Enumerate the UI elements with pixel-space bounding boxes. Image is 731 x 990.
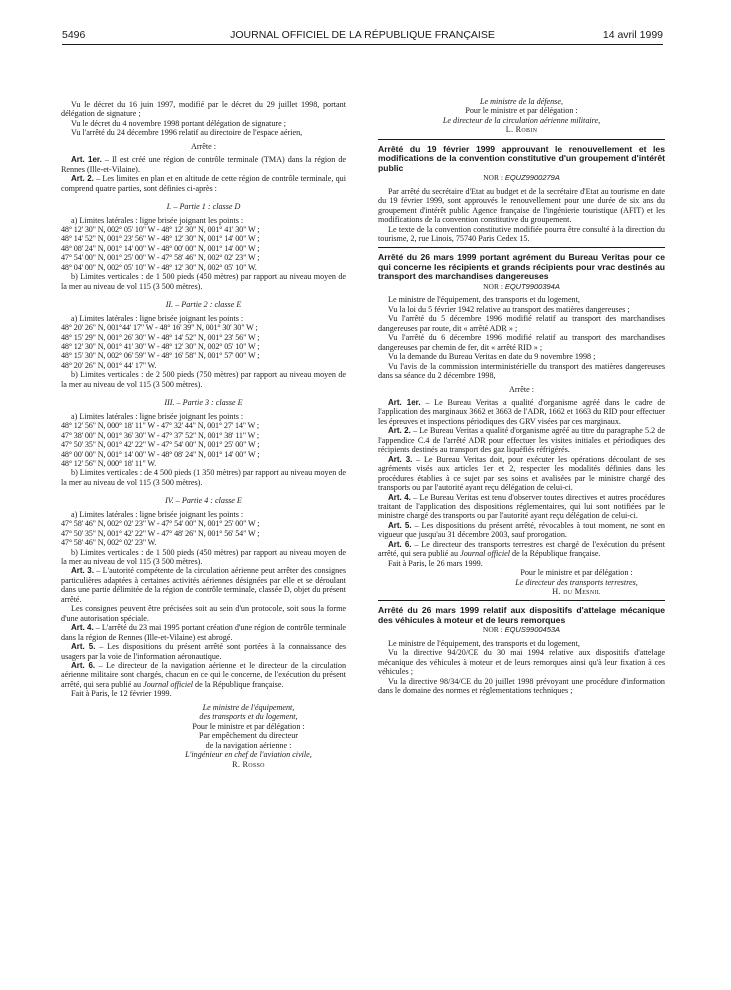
article-label: Art. 2. [388, 426, 411, 436]
signatory-name: H. du Mesnil [552, 587, 601, 597]
body-paragraph: Vu l'arrêté du 5 décembre 1996 modifié relatif au transport des marchandises dangereuses par route, dit « arrêté ADR » ; [378, 314, 665, 333]
signature-block: Le ministre de l'équipement, des transports et du logement, Pour le ministre et par délégation : Par empêchement du directeur de la navigation aérienne : L'ingénieur en chef de l'aviation civile, R. Rosso [61, 703, 346, 769]
article-4: Art. 4. – Le Bureau Veritas est tenu d'observer toutes directives et autres procédures traitant de l'application des dispositions réglementaires, qui lui sont notifiées par le ministre chargé des transports ou par l'autorité ayant reçu délégation de celui-ci. [378, 492, 665, 521]
coordinate-line: 48° 12' 56" N, 000° 18' 11" W - 47° 32' 44" N, 001° 27' 14" W ; [61, 421, 260, 431]
page-header [62, 28, 663, 45]
coordinate-line: 47° 54' 00" N, 001° 25' 00" W - 47° 58' 46" N, 002° 02' 23" W ; [61, 253, 260, 263]
nor-reference: NOR : EQUZ9900279A [483, 173, 560, 183]
article-label: Art. 2. [71, 174, 94, 184]
article-label: Art. 5. [388, 520, 412, 530]
article-5: Art. 5. – Les dispositions du présent arrêté, révocables à tout moment, ne sont en vigueur que jusqu'au 31 décembre 2003, sauf prorogation. [378, 520, 665, 540]
vertical-limits: b) Limites verticales : de 1 500 pieds (450 mètres) par rapport au niveau moyen de la mer au niveau de vol 115 (3 500 mètres). [61, 272, 346, 291]
part-3-title: III. – Partie 3 : classe E [164, 398, 243, 408]
article-label: Art. 6. [71, 661, 96, 671]
nor-reference: NOR : EQUT9900394A [483, 281, 560, 291]
body-paragraph: Le ministre de l'équipement, des transports et du logement, [388, 638, 580, 648]
arrete-heading: Arrête : [190, 141, 217, 151]
done-at-paris: Fait à Paris, le 26 mars 1999. [388, 558, 483, 568]
coordinate-line: 48° 15' 29" N, 001° 26' 30" W - 48° 14' 52" N, 001° 23' 56" W ; [61, 332, 260, 342]
article-2: Art. 2. – Les limites en plan et en altitude de cette région de contrôle terminale, qui comprend quatre parties, sont définies ci-après : [61, 174, 346, 193]
article-2: Art. 2. – Le Bureau Veritas a qualité d'organisme agréé au titre du paragraphe 5.2 de l'appendice C.4 de l'arrêté ADR pour effectuer les visites initiales et périodiques des récipients destinés au transport des gaz liquéfiés réfrigérés. [378, 426, 665, 455]
part-2-title: II. – Partie 2 : classe E [165, 300, 242, 310]
coordinate-line: 48° 00' 00" N, 001° 14' 00" W - 48° 08' 24" N, 001° 14' 00" W ; [61, 449, 260, 459]
article-1: Art. 1er. – Il est créé une région de contrôle terminale (TMA) dans la région de Rennes (Ille-et-Vilaine). [61, 155, 347, 174]
lateral-limits: a) Limites latérales : ligne brisée joignant les points : [71, 411, 244, 421]
coordinate-line: 47° 58' 46" N, 002° 02' 23" W. [61, 538, 157, 548]
left-column [61, 100, 346, 769]
coordinate-line: 48° 20' 26" N, 001°44' 17" W - 48° 16' 39" N, 001° 30' 30" W ; [61, 323, 258, 333]
page-number: 5496 [62, 29, 86, 41]
body-paragraph: Vu la demande du Bureau Veritas en date du 9 novembre 1998 ; [388, 352, 596, 362]
arrete-heading: Arrête : [508, 384, 535, 394]
article-label: Art. 1er. [388, 397, 421, 407]
coordinate-line: 47° 50' 35" N, 001° 42' 22" W - 47° 48' 26" N, 001° 56' 54" W ; [61, 528, 260, 538]
visa-paragraph: Vu le décret du 4 novembre 1998 portant délégation de signature ; [71, 118, 286, 128]
article-3: Art. 3. – L'autorité compétente de la circulation aérienne peut arrêter des consignes particulières adaptées à certaines activités aériennes désignées par elle et se déroulant dans une partie délimitée de la région de contrôle terminale, classée D, objet du présent arrêté. [61, 566, 346, 604]
article-label: Art. 4. [388, 492, 411, 502]
issue-date: 14 avril 1999 [602, 29, 663, 41]
coordinate-line: 48° 12' 56" N, 000° 18' 11" W. [61, 458, 156, 468]
article-6: Art. 6. – Le directeur des transports terrestres est chargé de l'exécution du présent arrêté, qui sera publié au Journal officiel de la République française. [378, 539, 665, 559]
article-label: Art. 5. [71, 642, 96, 652]
coordinate-line: 47° 50' 35" N, 001° 42' 22" W - 47° 54' 00" N, 001° 25' 00" W ; [61, 440, 260, 450]
coordinate-line: 48° 04' 00" N, 002° 05' 10" W - 48° 12' 30" N, 002° 05' 10" W. [61, 262, 257, 272]
body-paragraph: Vu la directive 98/34/CE du 20 juillet 1998 prévoyant une procédure d'information dans le domaine des normes et réglementations techniques ; [378, 676, 665, 696]
body-paragraph: Le ministre de l'équipement, des transports et du logement, [388, 295, 580, 305]
body-paragraph: Vu l'arrêté du 6 décembre 1996 modifié relatif au transport des marchandises dangereuses par chemin de fer, dit « arrêté RID » ; [378, 333, 665, 352]
body-paragraph: Vu la loi du 5 février 1942 relative au transport des matières dangereuses ; [388, 304, 630, 314]
coordinate-line: 48° 08' 24" N, 001° 14' 00" W - 48° 00' 00" N, 001° 14' 00" W ; [61, 243, 260, 253]
article-label: Art. 6. [388, 539, 412, 549]
signature-block: Le ministre de la défense, Pour le ministre et par délégation : Le directeur de la circulation aérienne militaire, L. Robin [378, 97, 665, 135]
vertical-limits: b) Limites verticales : de 1 500 pieds (450 mètres) par rapport au niveau moyen de la mer au niveau de vol 115 (3 500 mètres). [61, 547, 346, 567]
nor-reference: NOR : EQUS9900453A [482, 625, 561, 635]
section-divider [378, 600, 665, 601]
coordinate-line: 48° 12' 30" N, 001° 41' 30" W - 48° 12' 30" N, 002° 05' 10" W ; [61, 341, 260, 351]
article-4: Art. 4. – L'arrêté du 23 mai 1995 portant création d'une région de contrôle terminale dans la région de Rennes (Ille-et-Vilaine) est abrogé. [61, 623, 347, 642]
vertical-limits: b) Limites verticales : de 2 500 pieds (750 mètres) par rapport au niveau moyen de la mer au niveau de vol 115 (3 500 mètres). [61, 370, 346, 389]
right-column [378, 97, 665, 696]
article-label: Art. 4. [71, 623, 94, 633]
visa-paragraph: Vu le décret du 16 juin 1997, modifié par le décret du 29 juillet 1998, portant délégation de signature ; [61, 100, 346, 119]
coordinate-line: 47° 58' 46" N, 002° 02' 23" W - 47° 54' 00" N, 001° 25' 00" W ; [61, 519, 260, 529]
article-label: Art. 1er. [71, 155, 102, 165]
arrete-title: Arrêté du 26 mars 1999 relatif aux dispositifs d'attelage mécanique des véhicules à moteur et de leurs remorques [378, 605, 665, 625]
signatory-name: R. Rosso [232, 759, 265, 769]
section-divider [378, 247, 665, 248]
body-paragraph: Vu l'avis de la commission interministérielle du transport des matières dangereuses dans sa séance du 2 décembre 1998, [378, 361, 665, 381]
body-paragraph: Vu la directive 94/20/CE du 30 mai 1994 relative aux dispositifs d'attelage mécanique des véhicules à moteur et de leurs remorques ainsi qu'à leur fixation à ces véhicules ; [378, 648, 665, 677]
signature-block: Pour le ministre et par délégation : Le directeur des transports terrestres, H. du Mesnil [378, 568, 665, 596]
article-1: Art. 1er. – Le Bureau Veritas a qualité d'organisme agréé dans le cadre de l'application des marginaux 3662 et 3663 de l'ADR, 1662 et 1663 du RID pour effectuer les épreuves et inspections périodiques des GRV visées par ces marginaux. [378, 397, 665, 426]
part-4-title: IV. – Partie 4 : classe E [165, 496, 242, 506]
coordinate-line: 48° 15' 30" N, 002° 06' 59" W - 48° 16' 58" N, 001° 57' 00" W ; [61, 351, 260, 361]
arrete-title: Arrêté du 19 février 1999 approuvant le renouvellement et les modifications de la convention constitutive d'un groupement d'intérêt public [378, 143, 665, 173]
article-label: Art. 3. [388, 454, 413, 464]
article-3-continued: Les consignes peuvent être précisées soit au sein d'un protocole, soit sous la forme d'une autorisation spéciale. [61, 604, 346, 623]
body-paragraph: Le texte de la convention constitutive modifiée pourra être consulté à la direction du tourisme, 2, rue Linois, 75740 Paris Cedex 15. [378, 224, 665, 244]
article-6: Art. 6. – Le directeur de la navigation aérienne et le directeur de la circulation aérienne militaire sont chargés, chacun en ce qui le concerne, de l'exécution du présent arrêté, qui sera publié au Journal officiel de la République française. [61, 661, 347, 689]
visa-paragraph: Vu l'arrêté du 24 décembre 1996 relatif au directoire de l'espace aérien, [71, 128, 303, 138]
done-at-paris: Fait à Paris, le 12 février 1999. [71, 689, 172, 699]
journal-title: JOURNAL OFFICIEL DE LA RÉPUBLIQUE FRANÇAISE [230, 29, 495, 41]
coordinate-line: 47° 38' 00" N, 001° 36' 30" W - 47° 37' 52" N, 001° 38' 11" W ; [61, 430, 260, 440]
lateral-limits: a) Limites latérales : ligne brisée joignant les points : [71, 509, 244, 519]
article-3: Art. 3. – Le Bureau Veritas doit, pour exécuter les opérations découlant de ses agréments visés aux articles 1er et 2, respecter les modalités définies dans les procédures établies à ce sujet par ses soins et avalisées par le ministre chargé des transports ou par l'autorité ayant reçu délégation de celui-ci. [378, 454, 665, 493]
coordinate-line: 48° 14' 52" N, 001° 23' 56" W - 48° 12' 30" N, 001° 14' 00" W ; [61, 234, 260, 244]
lateral-limits: a) Limites latérales : ligne brisée joignant les points : [71, 313, 244, 323]
arrete-title: Arrêté du 26 mars 1999 portant agrément du Bureau Veritas pour ce qui concerne les récipients et grands récipients pour vrac destinés au transport des marchandises dangereuses [378, 252, 665, 282]
coordinate-line: 48° 12' 30" N, 002° 05' 10" W - 48° 12' 30" N, 001° 41' 30" W ; [61, 224, 260, 234]
article-5: Art. 5. – Les dispositions du présent arrêté sont portées à la connaissance des usagers par la voie de l'information aéronautique. [61, 642, 346, 661]
coordinate-line: 48° 20' 26" N, 001° 44' 17" W. [61, 360, 157, 370]
body-paragraph: Par arrêté du secrétaire d'Etat au budget et de la secrétaire d'Etat au tourisme en date du 19 février 1999, sont approuvés le renouvellement pour une durée de six ans du groupement d'intérêt public Agence française de l'ingénierie touristique (AFIT) et les modifications de la convention constitutive du groupement. [378, 186, 665, 225]
vertical-limits: b) Limites verticales : de 4 500 pieds (1 350 mètres) par rapport au niveau moyen de la mer au niveau de vol 115 (3 500 mètres). [61, 468, 346, 487]
article-label: Art. 3. [71, 566, 94, 576]
part-1-title: I. – Partie 1 : classe D [166, 202, 241, 212]
lateral-limits: a) Limites latérales : ligne brisée joignant les points : [71, 215, 244, 225]
signatory-name: L. Robin [505, 125, 538, 135]
section-divider [378, 139, 665, 140]
